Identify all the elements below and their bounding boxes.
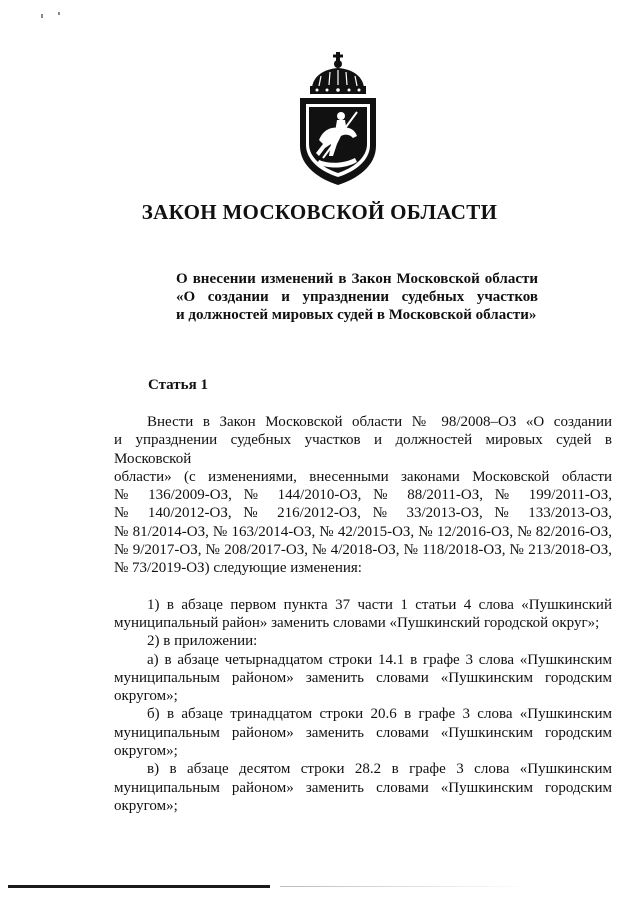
intro-line: № 140/2012-ОЗ, № 216/2012-ОЗ, № 33/2013-ОЗ, № 133/2013-ОЗ, — [114, 505, 612, 522]
scan-speck — [41, 14, 43, 18]
item-2b-line: муниципальным районом» заменить словами «Пушкинским городским — [114, 724, 612, 741]
item-2-heading: 2) в приложении: — [147, 633, 258, 650]
item-1-line: муниципальный район» заменить словами «Пушкинский городской округ»; — [114, 614, 600, 631]
moscow-oblast-coat-of-arms-icon — [297, 52, 379, 185]
item-2b-line: б) в абзаце тринадцатом строки 20.6 в графе 3 слова «Пушкинским — [147, 706, 612, 723]
intro-line: области» (с изменениями, внесенными законами Московской области — [114, 468, 612, 485]
scan-speck — [58, 12, 60, 15]
intro-line: Внести в Закон Московской области № 98/2008–ОЗ «О создании — [147, 414, 612, 430]
footer-rule — [8, 885, 270, 888]
item-2a-line: а) в абзаце четырнадцатом строки 14.1 в графе 3 слова «Пушкинским — [147, 651, 612, 668]
article-heading: Статья 1 — [148, 377, 208, 393]
item-2a-line: муниципальным районом» заменить словами «Пушкинским городским — [114, 669, 612, 686]
item-2a-line: округом»; — [114, 688, 178, 705]
intro-line: № 136/2009-ОЗ, № 144/2010-ОЗ, № 88/2011-ОЗ, № 199/2011-ОЗ, — [114, 487, 612, 504]
subtitle-line: О внесении изменений в Закон Московской области — [176, 271, 538, 287]
item-2b-line: округом»; — [114, 743, 178, 760]
intro-line: № 73/2019-ОЗ) следующие изменения: — [114, 560, 362, 577]
item-2c-line: муниципальным районом» заменить словами «Пушкинским городским — [114, 779, 612, 796]
article-body — [114, 413, 612, 815]
item-1-line: 1) в абзаце первом пункта 37 части 1 статьи 4 слова «Пушкинский — [147, 596, 612, 613]
subtitle-line: и должностей мировых судей в Московской области» — [176, 307, 537, 323]
item-2c-line: округом»; — [114, 797, 178, 814]
law-subtitle — [176, 270, 538, 324]
subtitle-line: «О создании и упразднении судебных участков — [176, 289, 538, 305]
intro-line: № 9/2017-ОЗ, № 208/2017-ОЗ, № 4/2018-ОЗ, № 118/2018-ОЗ, № 213/2018-ОЗ, — [114, 542, 612, 559]
footer-rule-faint — [280, 886, 530, 887]
intro-line: и упразднении судебных участков и должностей мировых судей в Московской — [114, 432, 612, 467]
item-2c-line: в) в абзаце десятом строки 28.2 в графе 3 слова «Пушкинским — [147, 761, 612, 778]
law-title: ЗАКОН МОСКОВСКОЙ ОБЛАСТИ — [141, 200, 498, 224]
intro-line: № 81/2014-ОЗ, № 163/2014-ОЗ, № 42/2015-ОЗ, № 12/2016-ОЗ, № 82/2016-ОЗ, — [114, 523, 612, 540]
